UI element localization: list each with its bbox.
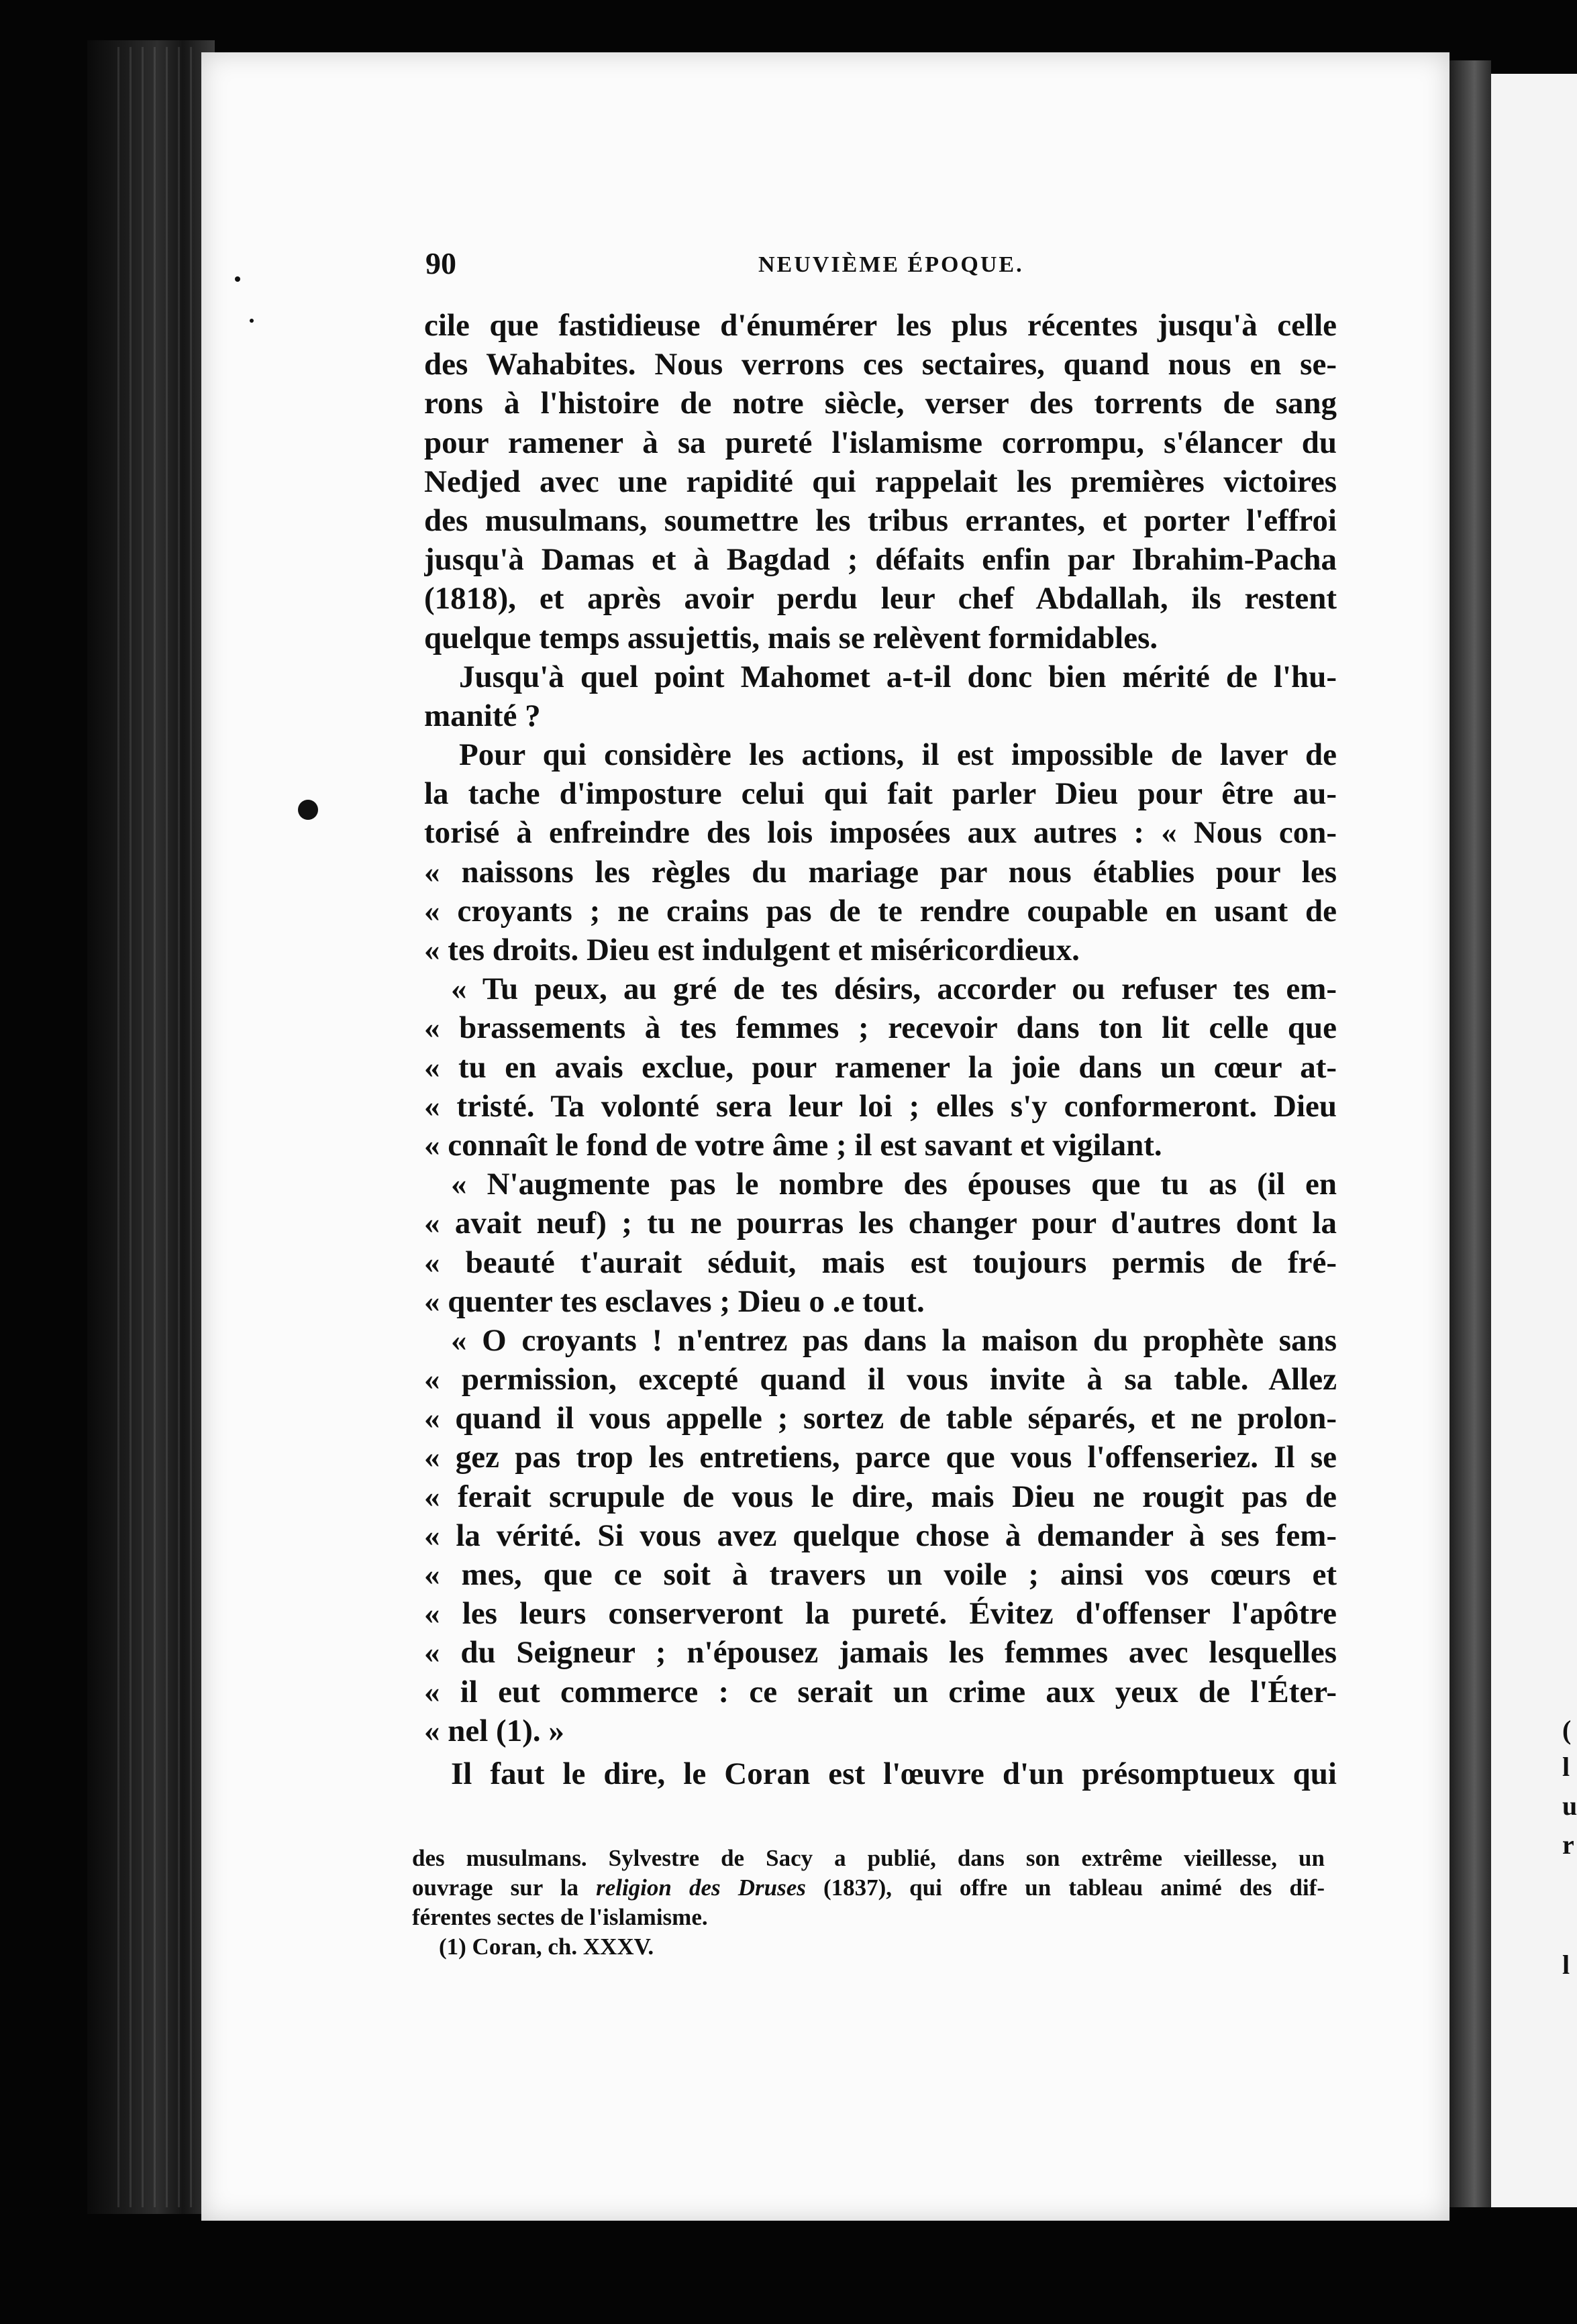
text-line: « les leurs conserveront la pureté. Évitez d'offenser l'apôtre xyxy=(424,1596,1337,1632)
text-line: « Tu peux, au gré de tes désirs, accorder ou refuser tes em- xyxy=(451,971,1337,1007)
page-edge xyxy=(1449,60,1491,2207)
text-line: « ferait scrupule de vous le dire, mais Dieu ne rougit pas de xyxy=(424,1479,1337,1514)
text-line: « gez pas trop les entretiens, parce que vous l'offenseriez. Il se xyxy=(424,1440,1337,1475)
text-line: « mes, que ce soit à travers un voile ; ainsi vos cœurs et xyxy=(424,1557,1337,1592)
footnote-line xyxy=(412,1873,1325,1903)
adjacent-page-fragment: u xyxy=(1562,1791,1577,1821)
text-line: Il faut le dire, le Coran est l'œuvre d'un présomptueux qui xyxy=(451,1756,1337,1791)
footnote-line: férentes sectes de l'islamisme. xyxy=(412,1904,708,1930)
text-line: des musulmans, soumettre les tribus errantes, et porter l'effroi xyxy=(424,503,1337,538)
text-line: cile que fastidieuse d'énumérer les plus récentes jusqu'à celle xyxy=(424,308,1337,343)
text-line: « tu en avais exclue, pour ramener la joie dans un cœur at- xyxy=(424,1049,1337,1085)
text-line: la tache d'imposture celui qui fait parler Dieu pour être au- xyxy=(424,776,1337,812)
page-number: 90 xyxy=(425,246,456,280)
text-line: torisé à enfreindre des lois imposées aux autres : « Nous con- xyxy=(424,815,1337,851)
adjacent-page-fragment: r xyxy=(1562,1830,1574,1860)
text-line: pour ramener à sa pureté l'islamisme corrompu, s'élancer du xyxy=(424,425,1337,460)
binding-texture xyxy=(117,47,198,2207)
text-line: « beauté t'aurait séduit, mais est toujours permis de fré- xyxy=(424,1245,1337,1280)
scan-border xyxy=(0,2221,1577,2324)
text-line: « brassements à tes femmes ; recevoir dans ton lit celle que xyxy=(424,1010,1337,1046)
text-line: Nedjed avec une rapidité qui rappelait les premières victoires xyxy=(424,464,1337,499)
text-line: « quand il vous appelle ; sortez de table séparés, et ne prolon- xyxy=(424,1401,1337,1436)
adjacent-page-fragment: l xyxy=(1562,1950,1570,1980)
text-line: « quenter tes esclaves ; Dieu o .e tout. xyxy=(424,1283,925,1319)
text-line: « la vérité. Si vous avez quelque chose à demander à ses fem- xyxy=(424,1518,1337,1553)
text-line: rons à l'histoire de notre siècle, verser des torrents de sang xyxy=(424,386,1337,421)
text-line: « naissons les règles du mariage par nous établies pour les xyxy=(424,854,1337,890)
text-line: « permission, excepté quand il vous invite à sa table. Allez xyxy=(424,1362,1337,1397)
text-line: (1818), et après avoir perdu leur chef Abdallah, ils restent xyxy=(424,581,1337,617)
text-line: « N'augmente pas le nombre des épouses que tu as (il en xyxy=(451,1167,1337,1202)
footnote-reference: (1) Coran, ch. XXXV. xyxy=(439,1934,654,1960)
text-line: « O croyants ! n'entrez pas dans la maison du prophète sans xyxy=(451,1322,1337,1358)
running-title: NEUVIÈME ÉPOQUE. xyxy=(758,252,1024,277)
ink-speck xyxy=(250,319,254,323)
text-line: « avait neuf) ; tu ne pourras les changer pour d'autres dont la xyxy=(424,1206,1337,1241)
text-line: manité ? xyxy=(424,698,541,733)
ink-speck xyxy=(235,276,240,282)
footnotes xyxy=(412,1844,1325,1962)
footnote-text: (1837), qui offre un tableau animé des dif- xyxy=(805,1874,1325,1901)
text-line: quelque temps assujettis, mais se relèvent formidables. xyxy=(424,620,1158,655)
text-line: « croyants ; ne crains pas de te rendre coupable en usant de xyxy=(424,893,1337,929)
footnote-title: religion des Druses xyxy=(596,1874,806,1901)
text-line: Pour qui considère les actions, il est impossible de laver de xyxy=(459,737,1337,773)
text-line: jusqu'à Damas et à Bagdad ; défaits enfin par Ibrahim-Pacha xyxy=(424,542,1337,578)
running-header xyxy=(425,246,1315,293)
text-line: « connaît le fond de votre âme ; il est savant et vigilant. xyxy=(424,1127,1162,1163)
text-line: des Wahabites. Nous verrons ces sectaires, quand nous en se- xyxy=(424,347,1337,382)
adjacent-page-fragment: l xyxy=(1562,1752,1570,1782)
adjacent-page xyxy=(1491,74,1577,2207)
ink-blot xyxy=(298,800,318,820)
body-text xyxy=(424,306,1337,1793)
footnote-line: des musulmans. Sylvestre de Sacy a publié, dans son extrême vieillesse, un xyxy=(412,1845,1325,1871)
adjacent-page-fragment: ( xyxy=(1562,1715,1572,1745)
text-line: « il eut commerce : ce serait un crime aux yeux de l'Éter- xyxy=(424,1674,1337,1709)
text-line: « nel (1). » xyxy=(424,1713,564,1748)
text-line: « tes droits. Dieu est indulgent et miséricordieux. xyxy=(424,933,1080,967)
text-line: « tristé. Ta volonté sera leur loi ; elles s'y conformeront. Dieu xyxy=(424,1088,1337,1124)
text-line: Jusqu'à quel point Mahomet a-t-il donc bien mérité de l'hu- xyxy=(459,659,1337,694)
text-line: « du Seigneur ; n'épousez jamais les femmes avec lesquelles xyxy=(424,1635,1337,1671)
footnote-text: ouvrage sur la xyxy=(412,1874,597,1901)
